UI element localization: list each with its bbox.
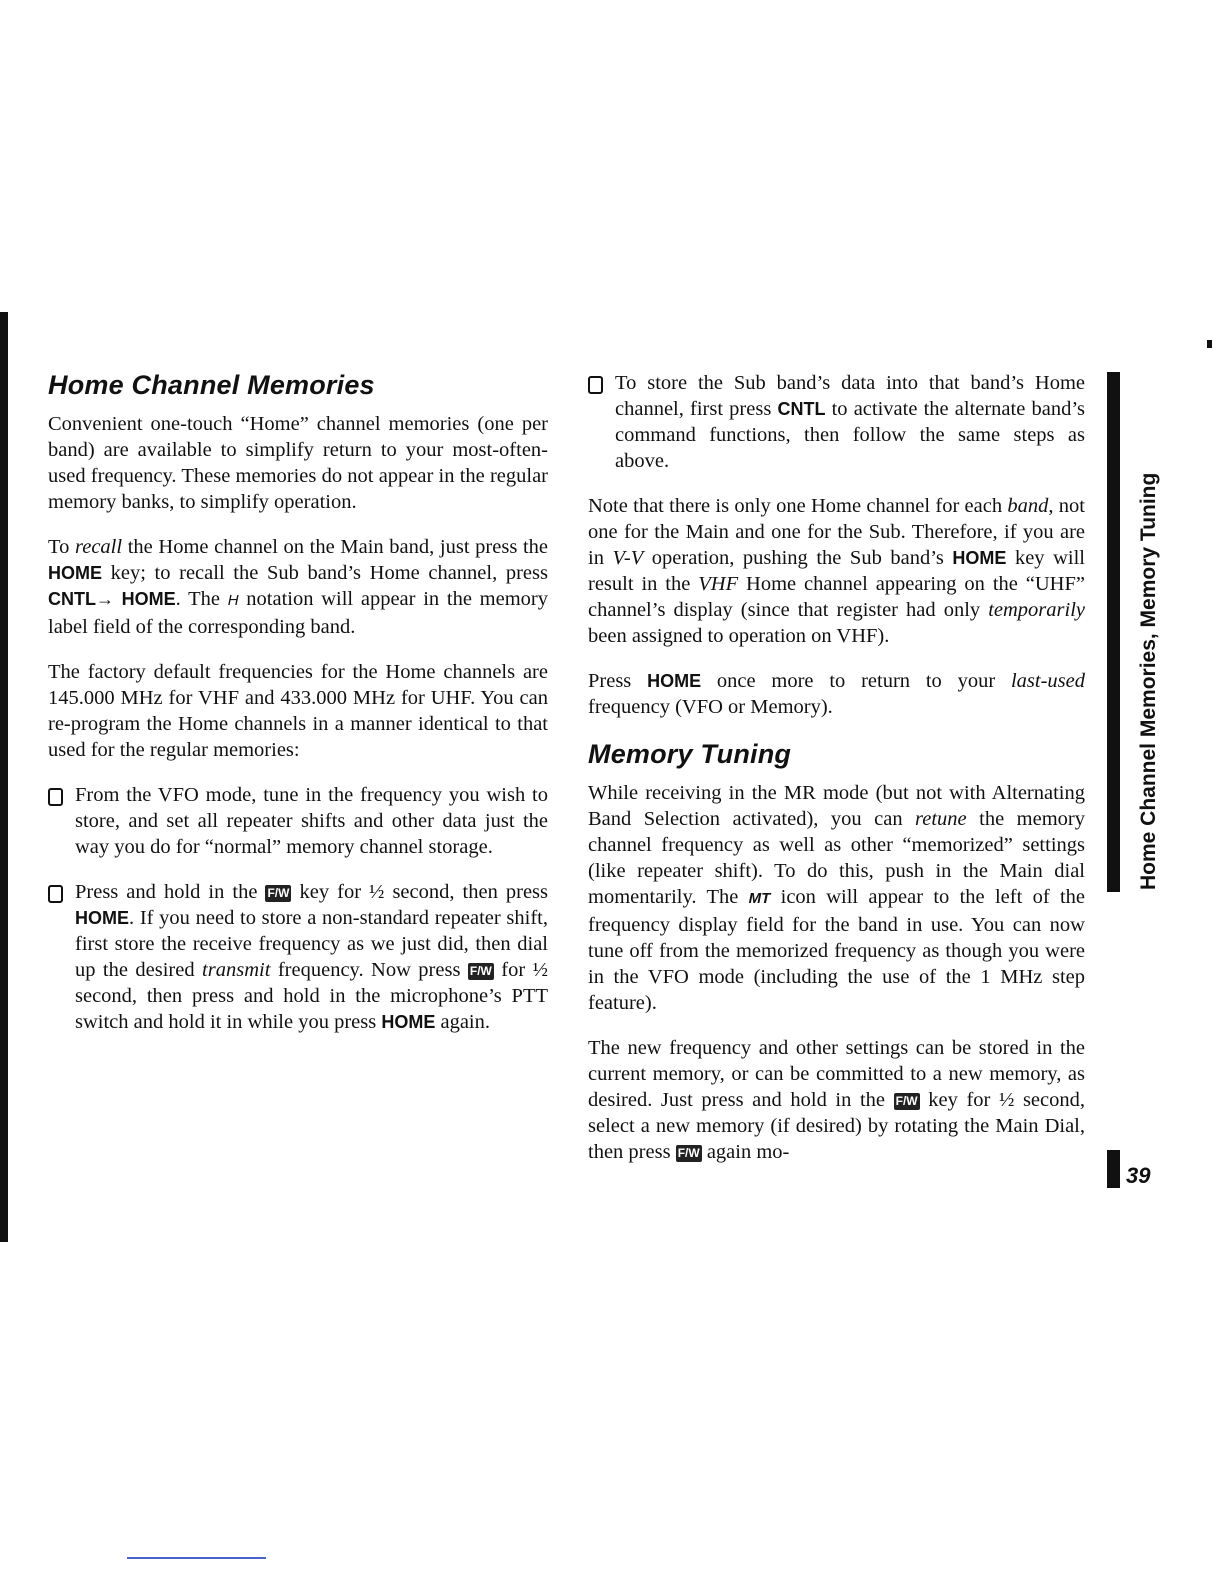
page-number: 39 (1126, 1163, 1151, 1188)
fw-key-icon: F/W (267, 886, 290, 900)
home-key-label: HOME (381, 1012, 436, 1032)
list-item-press-hold: Press and hold in the F/W key for ½ second, then press HOME. If you need to store a non-standard repeater shift, first store the receive frequency as we just did, then dial up the desired transmit frequency. Now press F/W for ½ second, then press and hold in the microphone’s PTT switch and hold it in while you press HOME again. (48, 879, 548, 1035)
page-binding-edge (0, 312, 8, 1242)
list-item-vfo-mode: From the VFO mode, tune in the frequency you wish to store, and set all repeater shifts and other data just the way you do for “normal” memory channel storage. (48, 782, 548, 860)
cntl-key-label: CNTL (777, 399, 826, 419)
section-title-home-channel-memories: Home Channel Memories (48, 370, 375, 400)
mt-icon: MT (748, 890, 771, 907)
home-key-label: HOME (952, 548, 1007, 568)
home-key-label: HOME (48, 563, 102, 583)
cntl-home-key-label: CNTL→ HOME (48, 589, 176, 609)
home-key-label: HOME (647, 671, 702, 691)
paragraph-one-home-per-band: Note that there is only one Home channel for each band, not one for the Main and one for the Sub. Therefore, if you are in V-V operation, pushing the Sub band’s HOME key will result in the VHF Home channel appearing on the “UHF” channel’s display (since that register had only temporarily been assigned to operation on VHF). (588, 495, 1085, 647)
left-column (48, 370, 548, 1054)
paragraph-press-home-return: Press HOME once more to return to your last-used frequency (VFO or Memory). (588, 670, 1085, 718)
fw-key-icon: F/W (895, 1094, 918, 1108)
side-tab-bar-marker (1107, 1150, 1120, 1188)
home-notation-icon: H (227, 592, 239, 609)
fw-key-icon: F/W (677, 1146, 700, 1160)
fw-key-icon: F/W (469, 964, 492, 978)
section-title-memory-tuning: Memory Tuning (588, 739, 792, 769)
paragraph-intro: Convenient one-touch “Home” channel memories (one per band) are available to simplify return to your most-often-used frequency. These memories do not appear in the regular memory banks, to simplify operation. (48, 413, 548, 513)
list-item-sub-band: To store the Sub band’s data into that band’s Home channel, first press CNTL to activate the alternate band’s command functions, then follow the same steps as above. (588, 370, 1085, 474)
page-corner-mark (1207, 340, 1212, 348)
checkbox-bullet-icon (48, 885, 63, 903)
bottom-rule (127, 1557, 266, 1559)
side-tab-label: Home Channel Memories, Memory Tuning (1137, 472, 1160, 890)
checkbox-bullet-icon (48, 788, 63, 806)
paragraph-recall: To recall the Home channel on the Main band, just press the HOME key; to recall the Sub band’s Home channel, press CNTL→ HOME. The H notation will appear in the memory label field of the corresponding band. (48, 536, 548, 638)
paragraph-store-new-settings: The new frequency and other settings can be stored in the current memory, or can be committed to a new memory, as desired. Just press and hold in the F/W key for ½ second, select a new memory (if desired) by rotating the Main Dial, then press F/W again mo- (588, 1037, 1085, 1163)
home-key-label: HOME (75, 908, 129, 928)
right-column (588, 370, 1085, 1184)
checkbox-bullet-icon (588, 376, 603, 394)
side-tab-bar (1107, 372, 1120, 892)
paragraph-retune: While receiving in the MR mode (but not with Alternating Band Selection activated), you can retune the memory channel frequency as well as other “memorized” settings (like repeater shift). To do this, push in the Main dial momentarily. The MT icon will appear to the left of the frequency display field for the band in use. You can now tune off from the memorized frequency as though you were in the VFO mode (including the use of the 1 MHz step feature). (588, 782, 1085, 1014)
paragraph-factory-defaults: The factory default frequencies for the Home channels are 145.000 MHz for VHF and 433.000 MHz for UHF. You can re-program the Home channels in a manner identical to that used for the regular memories: (48, 661, 548, 761)
